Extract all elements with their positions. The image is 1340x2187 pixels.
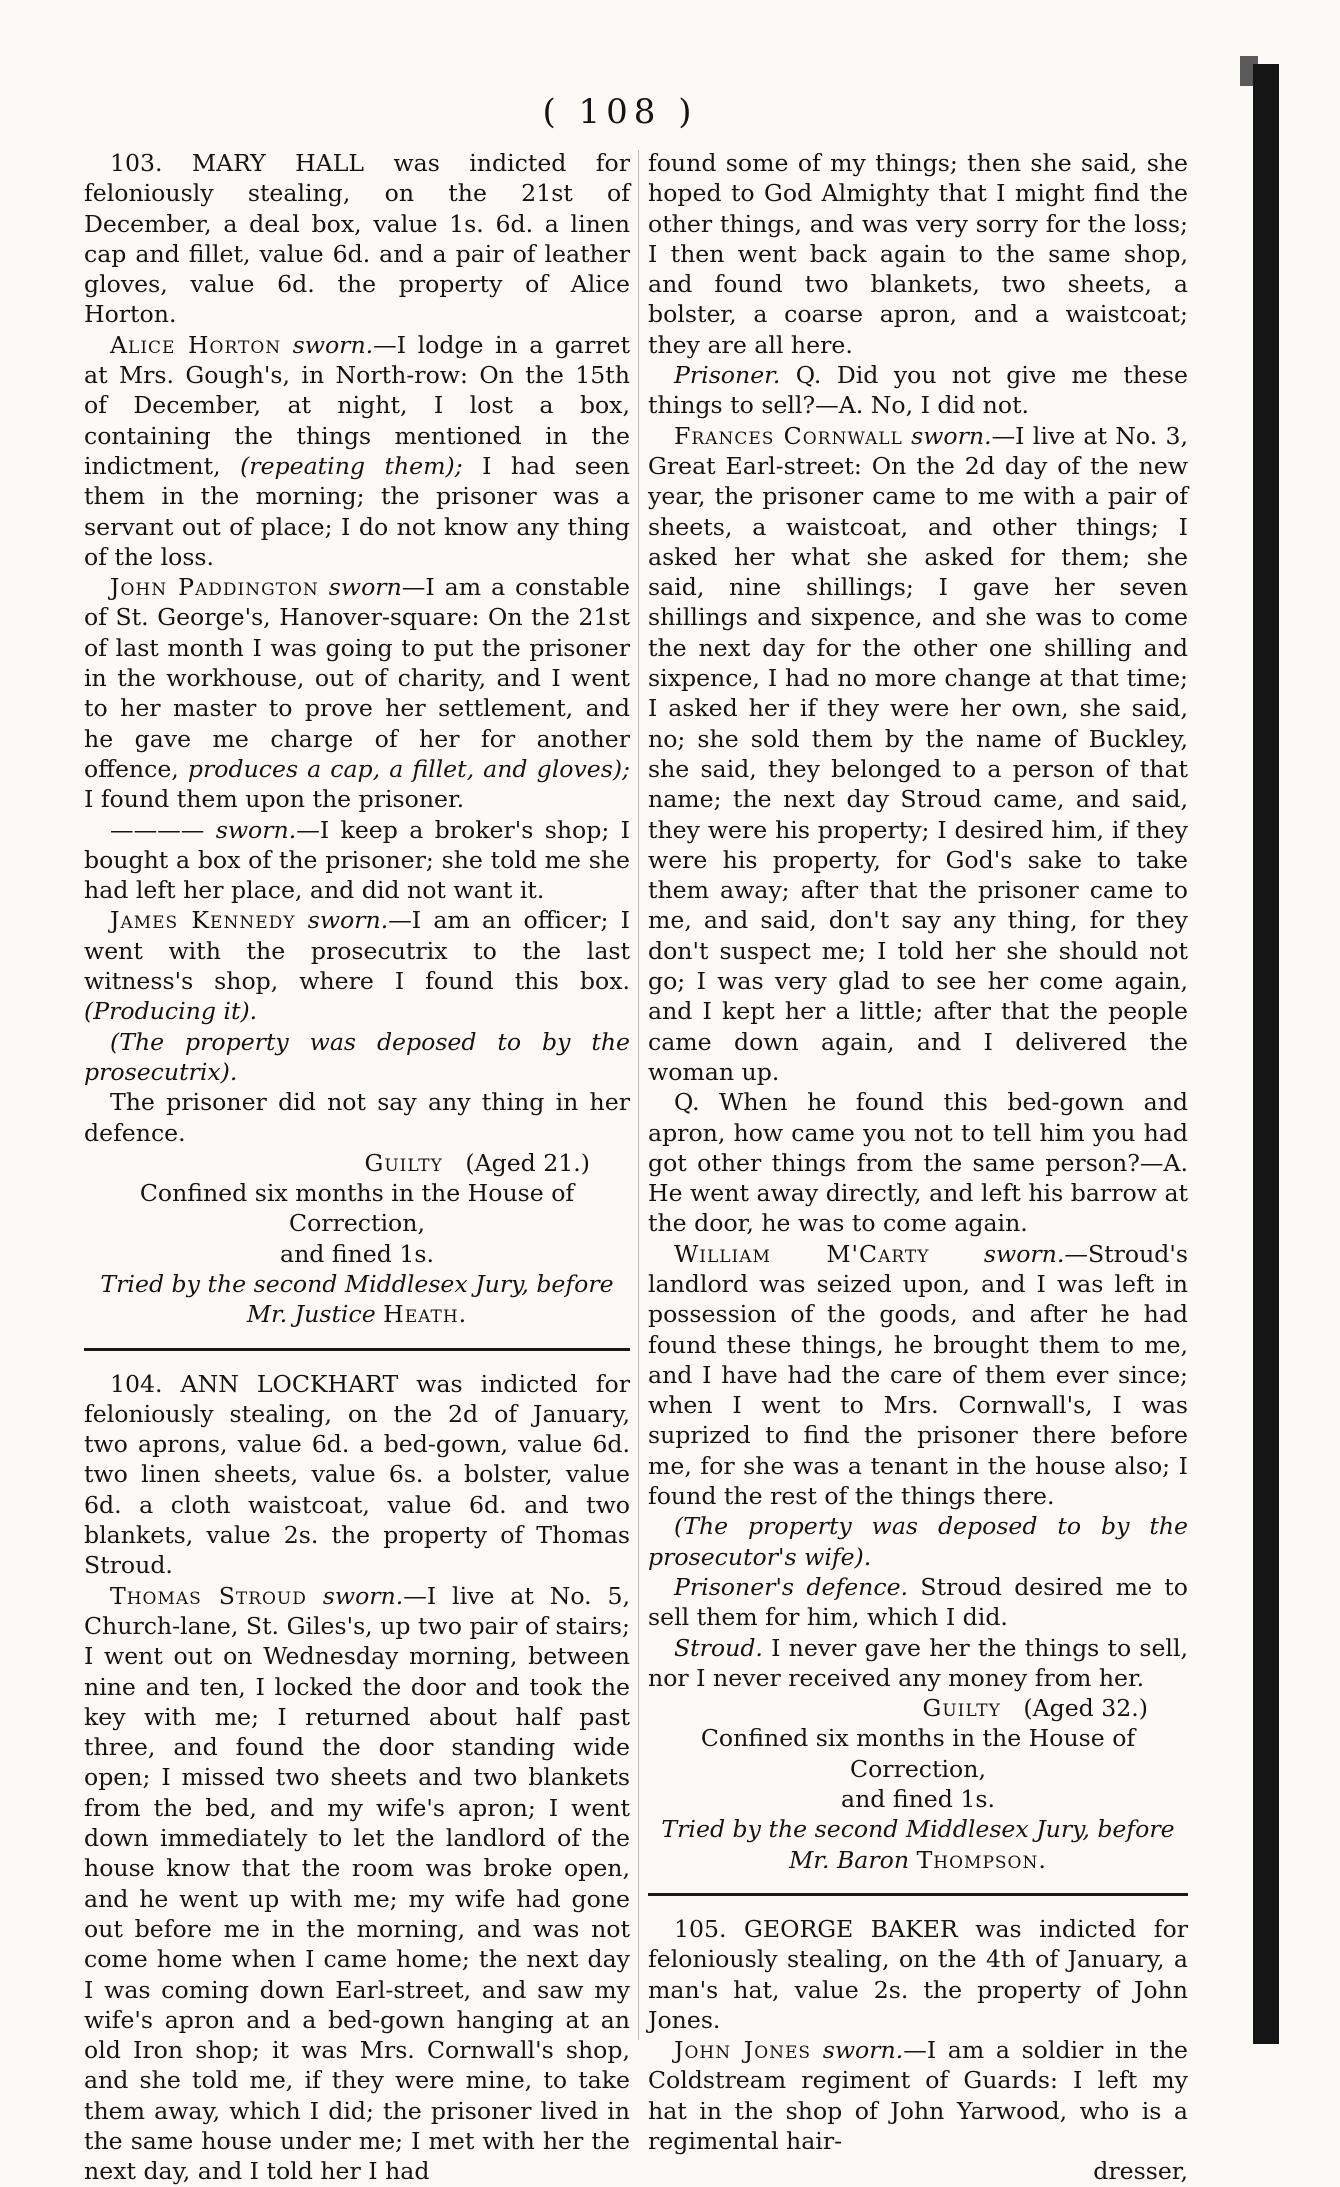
witness-name: William M'Carty	[674, 1239, 930, 1268]
testimony-john-paddington	[84, 572, 630, 814]
witness-name: Frances Cornwall	[674, 421, 903, 450]
witness-name: Alice Horton	[110, 330, 282, 359]
page-number: ( 108 )	[542, 92, 698, 132]
reply-text: I never gave her the things to sell, nor I never received any money from her.	[648, 1633, 1188, 1692]
speaker-label: Prisoner.	[674, 361, 781, 390]
stage-direction-property: (The property was deposed to by the prosecutor's wife).	[648, 1512, 1188, 1571]
case-105-indictment: 105. GEORGE BAKER was indicted for feloniously stealing, on the 4th of January, a man's hat, value 2s. the property of John Jones.	[648, 1914, 1188, 2034]
case-separator-rule	[84, 1348, 630, 1351]
testimony-text: —I live at No. 5, Church-lane, St. Giles's, up two pair of stairs; I went out on Wednesday morning, between nine and ten, I locked the door and took the key with me; I returned about half past three, and found the door standing wide open; I missed two sheets and two blankets from the bed, and my wife's apron; I went down immediately to let the landlord of the house know that the room was broke open, and he went up with me; my wife had gone out before me in the morning, and was not come home when I came home; the next day I was coming down Earl-street, and saw my wife's apron and a bed-gown hanging at an old Iron shop; it was Mrs. Cornwall's shop, and she told me, if they were mine, to take them away, which I did; the prisoner lived in the same house under me; I met with her the next day, and I told her I had	[84, 1581, 630, 2186]
testimony-james-kennedy	[84, 905, 630, 1026]
testimony-text: —I keep a broker's shop; I bought a box of the prisoner; she told me she had left her place, and did not want it.	[84, 815, 630, 905]
testimony-text: —I lodge in a garret at Mrs. Gough's, in North-row: On the 15th of December, at night, I lost a box, containing the things mentioned in the indictment,	[84, 330, 631, 480]
verdict-line	[84, 1148, 630, 1178]
stroud-reply	[648, 1633, 1188, 1694]
sworn-mark: sworn	[328, 573, 402, 602]
defence-note: The prisoner did not say any thing in her defence.	[84, 1088, 630, 1147]
defence-text: Stroud desired me to sell them for him, which I did.	[648, 1572, 1188, 1632]
sworn-mark: sworn.	[307, 906, 389, 935]
testimony-text: —I am a constable of St. George's, Hanover-square: On the 21st of last month I was going to put the prisoner in the workhouse, out of charity, and I went to her master to prove her settlement, and he gave me charge of her for another offence,	[84, 573, 630, 783]
question-bed-gown: Q. When he found this bed-gown and apron, how came you not to tell him you had got other things from the same person?—A. He went away directly, and left his barrow at the door, he was to come again.	[648, 1088, 1188, 1238]
case-103-indictment: 103. MARY HALL was indicted for feloniously stealing, on the 21st of December, a deal box, value 1s. 6d. a linen cap and fillet, value 6d. and a pair of leather gloves, value 6d. the property of Alice Horton.	[84, 149, 630, 329]
sentence-line-2: and fined 1s.	[280, 1239, 434, 1268]
tried-by-line-1: Tried by the second Middlesex Jury, before	[100, 1269, 614, 1298]
sworn-mark: sworn.	[215, 815, 297, 844]
tried-by-line-2	[84, 1299, 630, 1329]
speaker-label: Prisoner's defence.	[674, 1572, 909, 1601]
stage-direction: produces a cap, a fillet, and gloves);	[187, 754, 631, 783]
page-binding-edge	[1253, 64, 1279, 2044]
tried-by-line-1: Tried by the second Middlesex Jury, before	[661, 1815, 1175, 1844]
stage-direction: (repeating them);	[240, 451, 463, 480]
prisoner-question	[648, 360, 1188, 421]
column-divider	[638, 150, 639, 2040]
witness-name: James Kennedy	[110, 906, 296, 935]
stroud-testimony-continued: found some of my things; then she said, she hoped to God Almighty that I might find the other things, and was very sorry for the loss; I then went back again to the same shop, and found two blankets, two sheets, a bolster, a coarse apron, and a waistcoat; they are all here.	[648, 149, 1188, 359]
blank-name-dash: ————	[110, 815, 216, 844]
judge-title: Mr. Baron	[789, 1845, 910, 1874]
prisoner-age: (Aged 21.)	[465, 1148, 590, 1177]
left-column	[84, 148, 630, 2187]
witness-name: John Jones	[674, 2036, 812, 2065]
stage-direction: (Producing it).	[84, 997, 258, 1026]
testimony-john-jones	[648, 2035, 1188, 2156]
testimony-text: —Stroud's landlord was seized upon, and I was left in possession of the goods, and after he had found these things, he brought them to me, and I have had the care of them ever since; when I went to Mrs. Cornwall's, I was suprized to find the prisoner there before me, for she was a tenant in the house also; I found the rest of the things there.	[648, 1239, 1188, 1511]
case-separator-rule	[648, 1893, 1188, 1896]
testimony-william-mccarty	[648, 1239, 1188, 1512]
witness-name: Thomas Stroud	[110, 1581, 307, 1610]
sentence-line-1: Confined six months in the House of Correction,	[139, 1179, 575, 1238]
judge-name: Thompson.	[916, 1845, 1047, 1874]
right-column	[648, 148, 1188, 2187]
testimony-thomas-stroud	[84, 1581, 630, 2187]
judge-name: Heath.	[383, 1300, 468, 1329]
judge-title: Mr. Justice	[246, 1300, 376, 1329]
sworn-mark: sworn.	[911, 421, 992, 450]
tried-by-line-2	[648, 1845, 1188, 1875]
sentence-line-2: and fined 1s.	[841, 1785, 995, 1814]
testimony-unnamed-broker	[84, 815, 630, 906]
testimony-frances-cornwall	[648, 421, 1188, 1088]
witness-name: John Paddington	[110, 573, 319, 602]
question-text: Q. Did you not give me these things to sell?—A. No, I did not.	[648, 361, 1188, 420]
testimony-text: —I am an officer; I went with the prosecutrix to the last witness's shop, where I found this box.	[84, 906, 630, 996]
sworn-mark: sworn.	[822, 2036, 904, 2065]
verdict: Guilty	[364, 1148, 443, 1177]
sworn-mark: sworn.	[322, 1581, 404, 1610]
testimony-text: —I live at No. 3, Great Earl-street: On the 2d day of the new year, the prisoner came to me with a pair of sheets, a waistcoat, and other things; I asked her what she asked for them; she said, nine shillings; I gave her seven shillings and sixpence, and she was to come the next day for the other one shilling and sixpence, I had no more change at that time; I asked her if they were her own, she said, no; she sold them by the name of Buckley, she said, they belonged to a person of that name; the next day Stroud came, and said, they were his property; I desired him, if they were his property, for God's sake to take them away; after that the prisoner came to me, and said, don't say any thing, for they don't suspect me; I told her she should not go; I was very glad to see her come again, and I kept her a little; after that the people came down again, and I delivered the woman up.	[648, 421, 1188, 1086]
catchword: dresser,	[1093, 2157, 1188, 2186]
testimony-text: —I am a soldier in the Coldstream regiment of Guards: I left my hat in the shop of John Yarwood, who is a regimental hair-	[648, 2036, 1189, 2155]
testimony-text-cont: I had seen them in the morning; the prisoner was a servant out of place; I do not know any thing of the loss.	[84, 451, 631, 571]
sworn-mark: sworn.	[983, 1239, 1065, 1268]
sworn-mark: sworn.	[292, 330, 374, 359]
case-104-indictment: 104. ANN LOCKHART was indicted for feloniously stealing, on the 2d of January, two aprons, value 6d. a bed-gown, value 6d. two linen sheets, value 6s. a bolster, value 6d. a cloth waistcoat, value 6d. and two blankets, value 2s. the property of Thomas Stroud.	[84, 1369, 630, 1580]
verdict-line	[648, 1693, 1188, 1723]
sentence-line-1: Confined six months in the House of Correction,	[700, 1724, 1136, 1783]
testimony-text-cont: I found them upon the prisoner.	[84, 785, 465, 814]
stage-direction-property: (The property was deposed to by the prosecutrix).	[84, 1027, 630, 1086]
speaker-label: Stroud.	[674, 1633, 763, 1662]
prisoner-age: (Aged 32.)	[1023, 1694, 1148, 1723]
verdict: Guilty	[922, 1694, 1001, 1723]
prisoner-defence	[648, 1572, 1188, 1633]
testimony-alice-horton	[84, 330, 630, 572]
